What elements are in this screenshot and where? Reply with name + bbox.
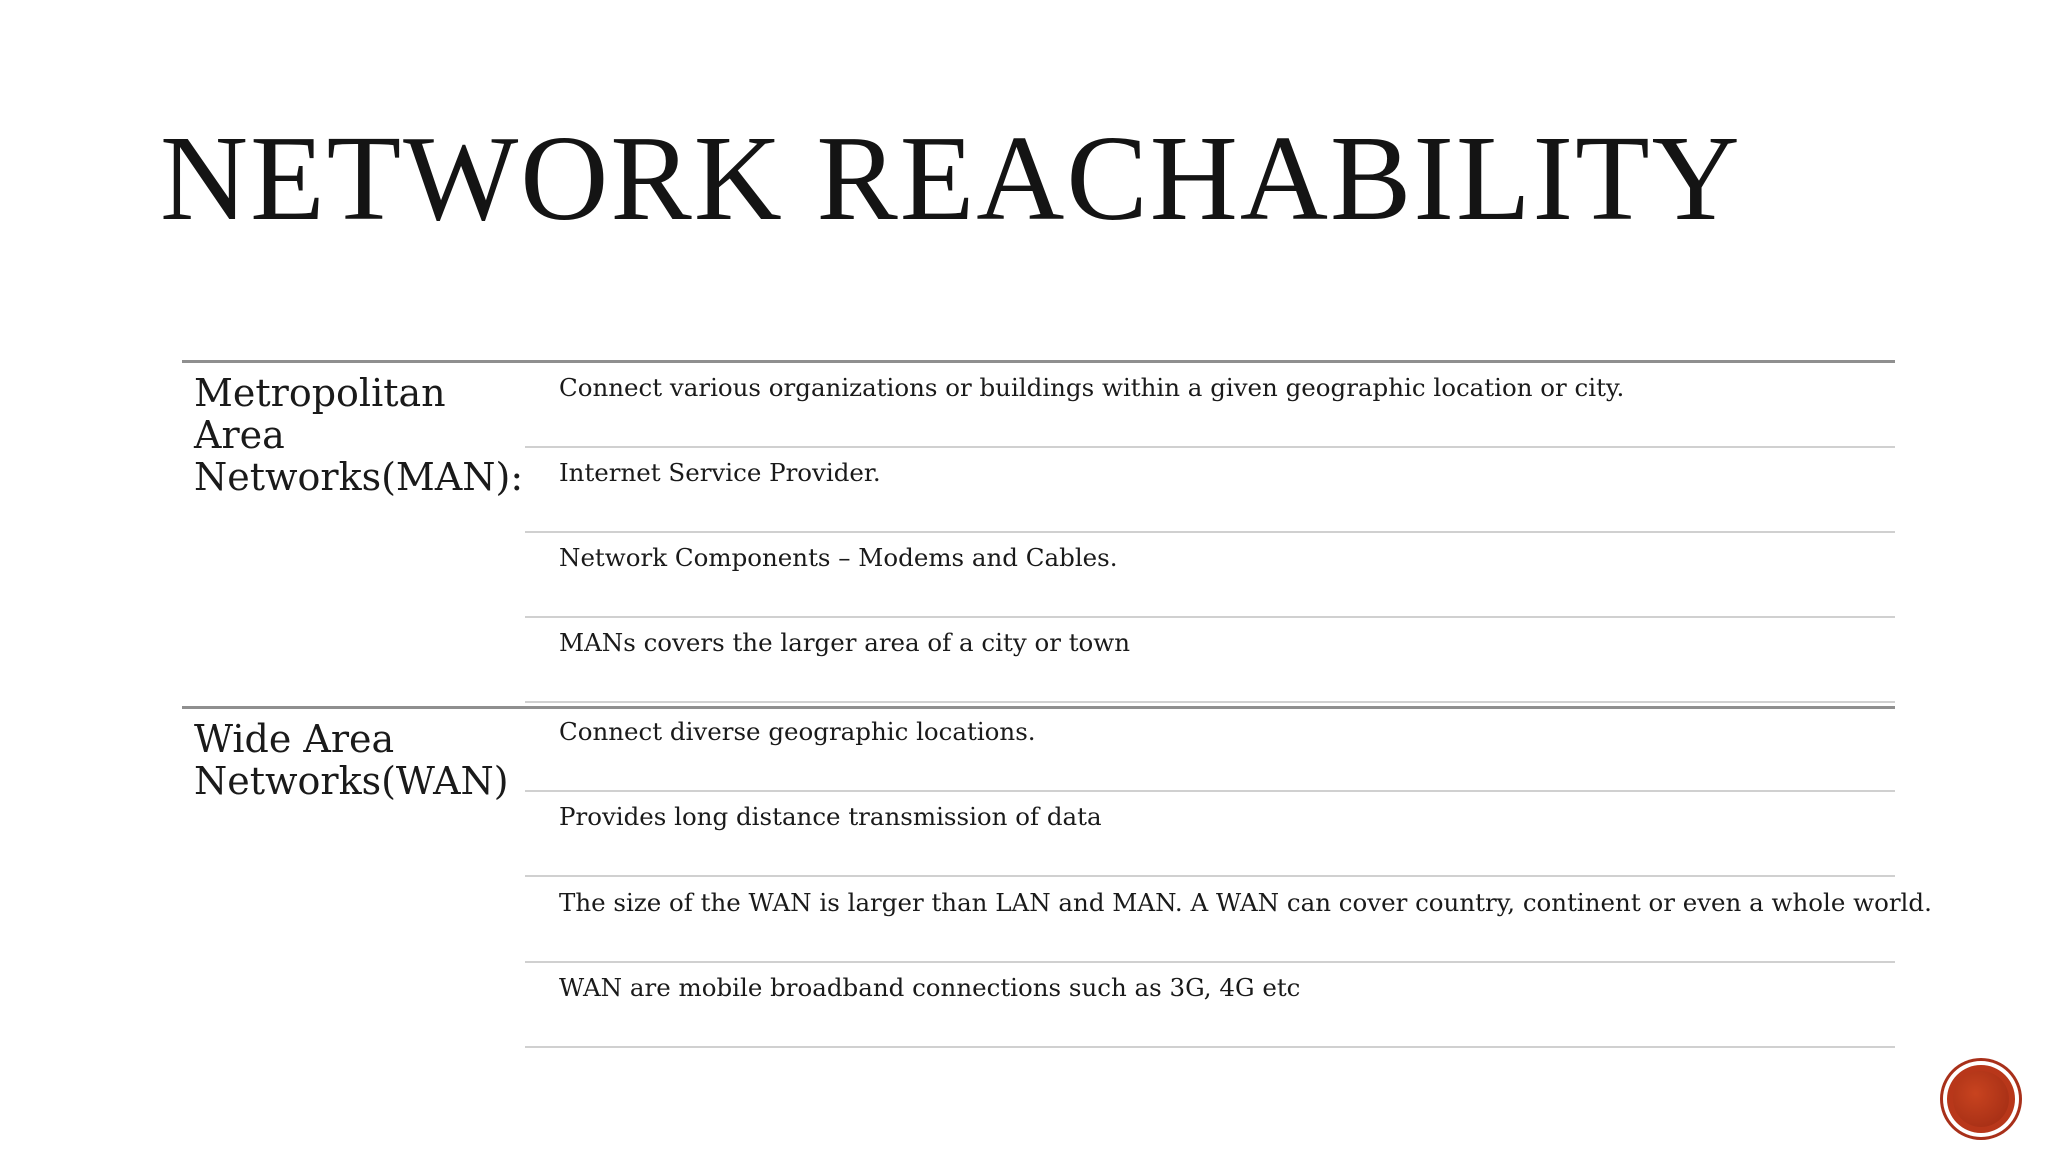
item-divider — [525, 531, 1895, 533]
list-item: Provides long distance transmission of data — [559, 802, 1102, 831]
section-label-line: Networks(MAN): — [194, 455, 524, 499]
section-divider — [182, 706, 1895, 709]
item-divider — [525, 701, 1895, 703]
item-divider — [525, 616, 1895, 618]
section-label-man — [194, 372, 523, 498]
section-label-line: Area — [194, 413, 285, 457]
item-divider — [525, 1046, 1895, 1048]
list-item: The size of the WAN is larger than LAN and MAN. A WAN can cover country, continent or even a whole world. — [559, 888, 1932, 917]
list-item: Network Components – Modems and Cables. — [559, 543, 1118, 572]
list-item: Connect various organizations or buildings within a given geographic location or city. — [559, 373, 1625, 402]
item-divider — [525, 961, 1895, 963]
section-label-line: Metropolitan — [194, 371, 446, 415]
item-divider — [525, 875, 1895, 877]
red-circle-icon — [1953, 1071, 2009, 1127]
section-label-line: Networks(WAN) — [194, 759, 509, 803]
list-item: MANs covers the larger area of a city or town — [559, 628, 1131, 657]
section-divider — [182, 360, 1895, 363]
slide-nav-button[interactable] — [1943, 1061, 2019, 1137]
item-divider — [525, 446, 1895, 448]
slide-title: NETWORK REACHABILITY — [160, 111, 1742, 246]
item-divider — [525, 790, 1895, 792]
list-item: Internet Service Provider. — [559, 458, 881, 487]
section-label-line: Wide Area — [194, 717, 395, 761]
list-item: WAN are mobile broadband connections such as 3G, 4G etc — [559, 973, 1301, 1002]
list-item: Connect diverse geographic locations. — [559, 717, 1036, 746]
section-label-wan — [194, 718, 509, 802]
